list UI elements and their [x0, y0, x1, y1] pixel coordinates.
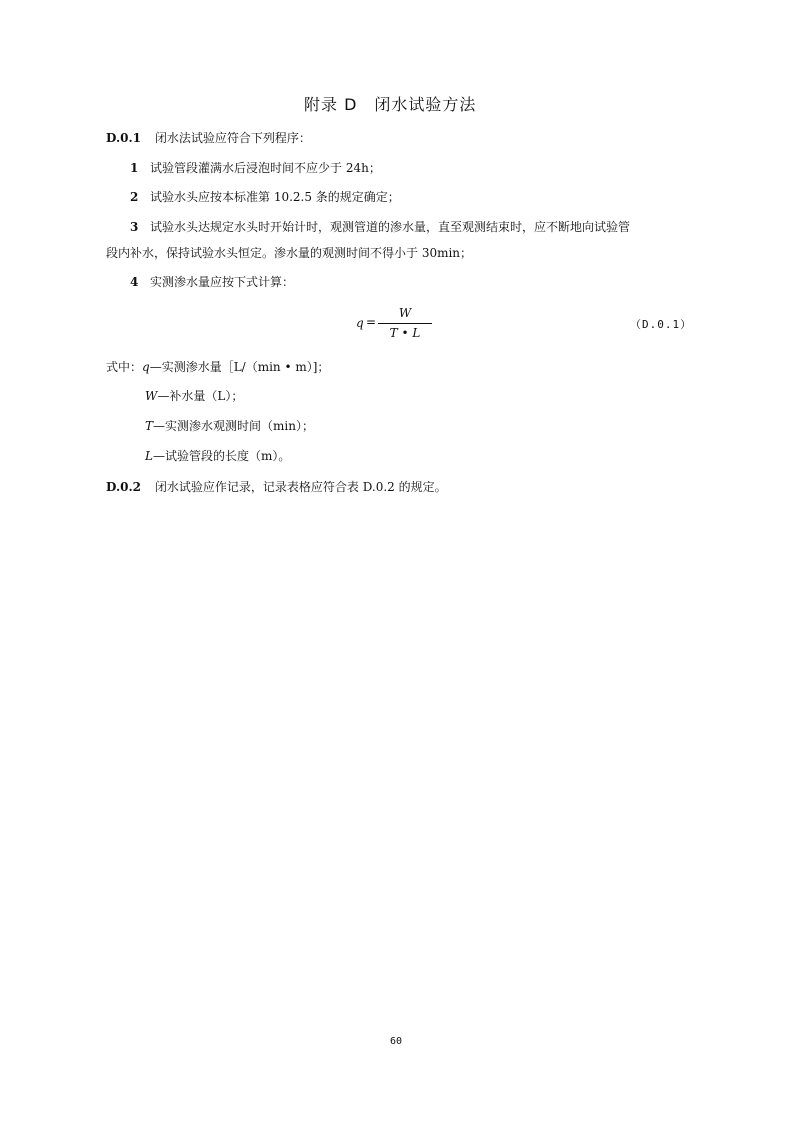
clause-number: D.0.1: [106, 131, 142, 145]
item-text: 实测渗水量应按下式计算：: [150, 275, 295, 289]
page-number: 60: [390, 1036, 403, 1047]
var-symbol: W: [145, 389, 158, 403]
list-item-1: [130, 156, 381, 180]
list-item-3-continuation: 段内补水，保持试验水头恒定。渗水量的观测时间不得小于 30min；: [106, 246, 473, 260]
clause-d01: [106, 126, 311, 150]
formula-lhs: q: [356, 316, 364, 330]
clause-text: 闭水法试验应符合下列程序：: [154, 131, 311, 145]
formula-denominator: T • L: [389, 326, 421, 340]
list-item-2: [130, 185, 400, 209]
formula-equals: =: [366, 315, 377, 329]
where-line-l: [145, 444, 290, 468]
var-desc: —试验管段的长度（m）。: [152, 449, 291, 463]
var-symbol: q: [142, 360, 150, 374]
var-symbol: T: [145, 419, 154, 433]
var-desc: —实测渗水观测时间（min）；: [153, 419, 314, 433]
item-number: 2: [130, 190, 139, 204]
item-number: 3: [130, 220, 139, 234]
where-line-q: [106, 355, 329, 379]
var-desc: —实测渗水量［L/（min • m）]；: [149, 360, 330, 374]
clause-text: 闭水试验应作记录，记录表格应符合表 D.0.2 的规定。: [154, 480, 447, 494]
appendix-title: 附录 D 闭水试验方法: [304, 95, 477, 114]
item-text: 试验管段灌满水后浸泡时间不应少于 24h；: [150, 161, 381, 175]
var-symbol: L: [145, 449, 153, 463]
where-line-t: [145, 414, 314, 438]
var-desc: —补水量（L）；: [157, 389, 244, 403]
list-item-3: [130, 215, 630, 239]
clause-d02: [106, 475, 447, 499]
where-line-w: [145, 384, 243, 408]
list-item-4: [130, 270, 294, 294]
equation-number: （D.0.1）: [630, 318, 693, 331]
item-number: 4: [130, 275, 139, 289]
item-text: 试验水头应按本标准第 10.2.5 条的规定确定；: [150, 190, 400, 204]
item-text: 试验水头达规定水头时开始计时，观测管道的渗水量，直至观测结束时，应不断地向试验管: [150, 220, 631, 234]
fraction-bar: [378, 323, 432, 324]
item-number: 1: [130, 161, 139, 175]
where-prefix: 式中：: [106, 360, 143, 374]
formula-numerator: W: [398, 306, 412, 320]
clause-number: D.0.2: [106, 480, 142, 494]
